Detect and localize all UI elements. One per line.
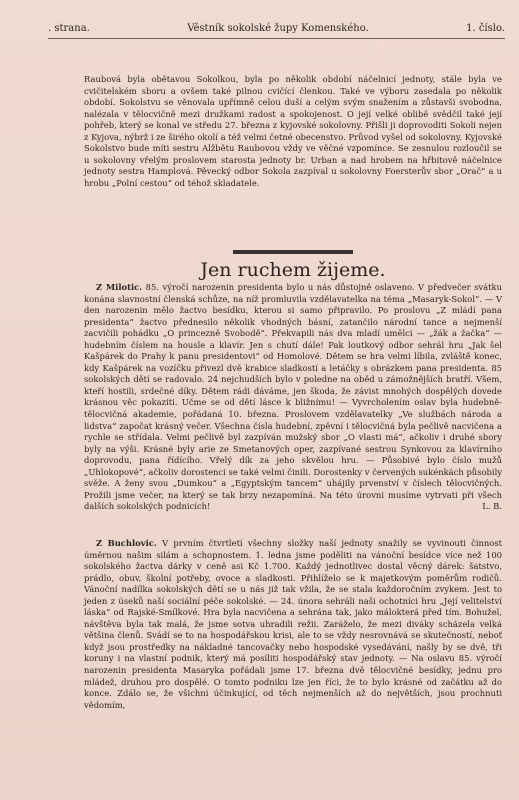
running-header <box>48 23 505 39</box>
report-text-buchlovice: V prvním čtvrtletí všechny složky naší jednoty snažily se vyvinouti činnost úměrnou našim silám a schopnostem. 1. ledna jsme poděliti na vánoční besídce více než 100 sokolského žactva dárky v ceně asi Kč 1.700. Každý jednotlivec dostal věcný dárek: šatstvo, prádlo, obuv, školní potřeby, ovoce a sladkosti. Přihlíželo se k majetkovým poměrům rodičů. Vánoční nadílka sokolských dětí se u nás již tak vžila, že se stala každoročním zvykem. Jest to jeden z úseků naší sociální péče sokolské. — 24. února sehráli naši ochotníci hru „Její velitelství láska“ od Rajské-Smílkové. Hra byla nacvičena a sehrána tak, jako málokterá před tím. Bohužel, návštěva byla tak malá, že jsme sotva uhradili režii. Zaráželo, že mezi diváky scházela velká většina členů. Svádí se to na hospodářskou krisi, ale to se vždy nesrovnává se skutečností, neboť když jsou prostředky na nákladné tancovačky nebo hospodské vysedávání, našly by se dvě, tři koruny i na vlastní podnik, který má posíliti hospodářský stav jednoty. — Na oslavu 85. výročí narozenin presidenta Masaryka pořádali jsme 17. března dvě tělocvičné besídky, jednu pro mládež, druhou pro dospělé. O tomto podniku lze jen říci, že to bylo krásné od začátku až do konce. Zdálo se, že všichni účinkující, od těch nejmenších až do největších, jsou prochnuti vědomím, <box>84 538 503 710</box>
report-signature: L. B. <box>482 501 502 512</box>
report-text-milotice: 85. výročí narozenin presidenta bylo u nás důstojně oslaveno. V předvečer svátku konána slavnostní členská schůze, na níž promluvila vzdělavatelka na téma „Masaryk-Sokol“. — V den narozenin mělo žactvo besídku, kterou si samo připravilo. Po proslovu „Z mládí pana presidenta“ žactvo přednesilo několik vhodných básní, zatančilo národní tance a nejmenší zacvičili pohádku „O princezně Svobodě“. Překvapili nás dva mladí umělci — „žák a žačka“ — hudebním číslem na housle a klavír. Jen s chutí dále! Pak loutkový odbor sehrál hru „Jak šel Kašpárek do Prahy k panu presidentovi“ od Homolové. Dětem se hra velmi líbila, zvláště konec, kdy Kašpárek na vozíčku přivezl dvě krabice sladkostí a letáčky s obrázkem pana presidenta. 85 sokolských dětí se radovalo. 24 nejchudších bylo v poledne na oběd u zámožnějších bratří. Všem, kteří hostili, srdečné díky. Dětem rádi dáváme, jen škoda, že závist mnohých dospělých dovede krásnou věc pokaziti. Učme se od dětí lásce k bližnímu! — Vyvrcholením oslav byla hudebně-tělocvičná akademie, pořádaná 10. března. Proslovem vzdělavatelky „Ve službách národa a lidstva“ započat krásný večer. Všechna čísla hudební, zpěvní i tělocvičná byla pečlivě nacvičena a rychle se střídala. Velmi pečlivě byl zazpíván mužský sbor „O vlasti má“, ačkoliv i druhé sbory byly na výši. Krásné byly arie ze Smetanových oper, zazpívané sestrou Synkovou za klavírního doprovodu, pana řídícího. Vřelý dík za jeho skvělou hru. — Působivé bylo číslo mužů „Uhlokopové“, ačkoliv dorostenci se také velmi činili. Dorostenky v červených sukénkách působily svěže. A ženy svou „Dumkou“ a „Egyptským tancem“ uhájily prvenství v číslech tělocvičných. Prožili jsme večer, na který se tak brzy nezapomíná. Na této úrovni musíme vytrvati při všech dalších sokolských podnicích! <box>84 282 502 512</box>
report-milotice <box>84 282 502 513</box>
header-issue-number: 1. číslo. <box>466 23 505 34</box>
section-divider <box>233 250 353 254</box>
section-title: Jen ruchem žijeme. <box>200 259 386 281</box>
header-journal-title: Věstník sokolské župy Komenského. <box>187 23 369 34</box>
report-buchlovice <box>84 538 502 711</box>
report-place-milotice: Z Milotic. <box>96 282 143 292</box>
header-page-label: . strana. <box>48 23 90 34</box>
report-place-buchlovice: Z Buchlovic. <box>96 538 157 548</box>
obituary-paragraph: Raubová byla obětavou Sokolkou, byla po několik období náčelnicí jednoty, stále byla ve cvičitelském sboru a ovšem také pilnou cvičící členkou. Také ve výboru zasedala po několik období. Sokolstvu se věnovala upřímně celou duší a celým svým snažením a zůstavši svobodna, nalézala v tělocvičně mezi družkami radost a spokojenost. O její velké oblibě svědčil také její pohřeb, který se konal ve středu 27. března z kyjovské sokolovny. Přišli ji doprovoditi Sokoli nejen z Kyjova, nýbrž i ze širého okolí a též velmi četné obecenstvo. Průvod vyšel od sokolovny. Kyjovské Sokolstvo bude míti sestru Alžbětu Raubovou vždy ve věčné vzpomínce. Se zesnulou rozloučil se u sokolovny vřelým proslovem starosta jednoty br. Urban a nad hrobem na hřbitově náčelnice jednoty sestra Hamplová. Pěvecký odbor Sokola zazpíval u sokolovny Foersterův sbor „Orač“ a u hrobu „Polní cestou“ od téhož skladatele. <box>84 74 502 188</box>
